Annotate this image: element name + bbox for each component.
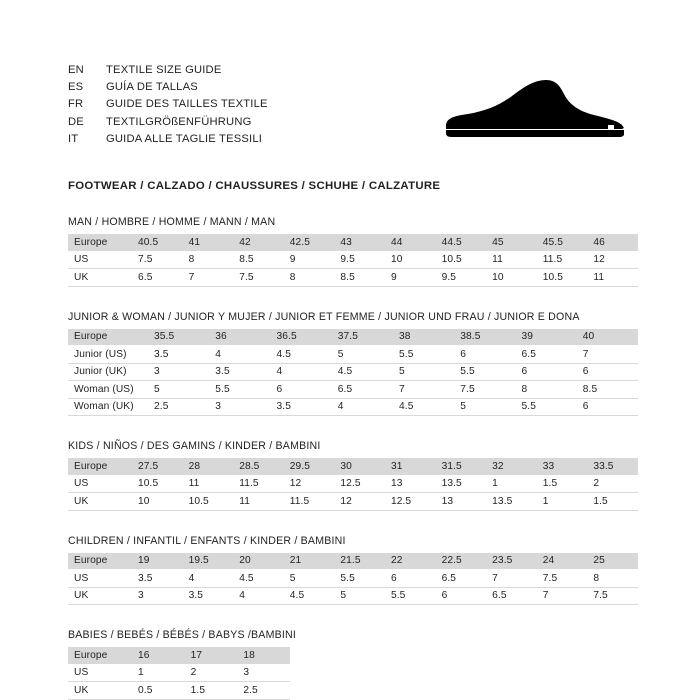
- cell: 0.5: [132, 682, 185, 700]
- column-header: 21.5: [334, 553, 385, 570]
- cell: 11: [183, 475, 234, 493]
- cell: 4.5: [284, 587, 335, 605]
- cell: 6.5: [332, 381, 393, 399]
- column-header: 16: [132, 647, 185, 664]
- column-header: 32: [486, 458, 537, 475]
- cell: 3: [148, 363, 209, 381]
- cell: 6: [577, 363, 638, 381]
- size-table-babies: [68, 629, 638, 700]
- cell: 5.5: [209, 381, 270, 399]
- cell: 1: [132, 664, 185, 682]
- column-header: 44: [385, 234, 436, 251]
- table-title: KIDS / NIÑOS / DES GAMINS / KINDER / BAMBINI: [68, 440, 321, 452]
- cell: 4.5: [271, 346, 332, 364]
- table-row: [68, 570, 638, 588]
- cell: 10.5: [436, 251, 487, 269]
- column-header: Europe: [68, 234, 132, 251]
- cell: 4.5: [233, 570, 284, 588]
- language-row: [68, 114, 438, 131]
- cell: 11.5: [284, 493, 335, 511]
- column-header: 41: [183, 234, 234, 251]
- language-code: EN: [68, 64, 84, 76]
- dress-shoe-icon: [438, 78, 628, 158]
- cell: 10.5: [183, 493, 234, 511]
- table-title: MAN / HOMBRE / HOMME / MANN / MAN: [68, 216, 276, 228]
- cell: 7.5: [587, 587, 638, 605]
- cell: 3.5: [209, 363, 270, 381]
- cell: 6: [516, 363, 577, 381]
- cell: 4: [209, 346, 270, 364]
- cell: 3.5: [132, 570, 183, 588]
- cell: 8: [183, 251, 234, 269]
- cell: 6.5: [436, 570, 487, 588]
- row-label: UK: [68, 682, 132, 700]
- cell: 7: [486, 570, 537, 588]
- table-man: [68, 234, 638, 287]
- table-row: [68, 664, 290, 682]
- cell: 8.5: [577, 381, 638, 399]
- cell: 7.5: [132, 251, 183, 269]
- cell: 4: [233, 587, 284, 605]
- size-table-man: [68, 216, 638, 287]
- language-code: ES: [68, 81, 84, 94]
- cell: 12.5: [385, 493, 436, 511]
- table-header-row: [68, 458, 638, 475]
- cell: 2.5: [148, 398, 209, 416]
- column-header: 19: [132, 553, 183, 570]
- row-label: UK: [68, 269, 132, 287]
- cell: 2: [587, 475, 638, 493]
- cell: 5: [454, 398, 515, 416]
- cell: 3: [209, 398, 270, 416]
- table-row: [68, 475, 638, 493]
- cell: 7: [577, 346, 638, 364]
- cell: 10: [385, 251, 436, 269]
- language-row: [68, 79, 438, 96]
- cell: 6.5: [516, 346, 577, 364]
- column-header: 46: [587, 234, 638, 251]
- table-children: [68, 553, 638, 606]
- cell: 11.5: [233, 475, 284, 493]
- column-header: 39: [516, 329, 577, 346]
- table-header-row: [68, 647, 290, 664]
- column-header: 36: [209, 329, 270, 346]
- column-header: 37.5: [332, 329, 393, 346]
- cell: 11: [486, 251, 537, 269]
- row-label: Woman (UK): [68, 398, 148, 416]
- column-header: 31.5: [436, 458, 487, 475]
- table-kids: [68, 458, 638, 511]
- cell: 2.5: [237, 682, 290, 700]
- row-label: UK: [68, 493, 132, 511]
- cell: 12.5: [334, 475, 385, 493]
- column-header: 38.5: [454, 329, 515, 346]
- cell: 8.5: [334, 269, 385, 287]
- cell: 3: [132, 587, 183, 605]
- cell: 4.5: [393, 398, 454, 416]
- cell: 8: [516, 381, 577, 399]
- cell: 7: [537, 587, 588, 605]
- cell: 13.5: [486, 493, 537, 511]
- cell: 5.5: [334, 570, 385, 588]
- cell: 8: [587, 570, 638, 588]
- column-header: 33.5: [587, 458, 638, 475]
- table-header-row: [68, 329, 638, 346]
- column-header: Europe: [68, 647, 132, 664]
- table-header-row: [68, 553, 638, 570]
- cell: 5.5: [385, 587, 436, 605]
- column-header: 31: [385, 458, 436, 475]
- column-header: 22: [385, 553, 436, 570]
- table-row: [68, 682, 290, 700]
- language-title: TEXTILGRÖßENFÜHRUNG: [106, 115, 252, 128]
- size-table-junior-woman: [68, 311, 638, 417]
- table-row: [68, 251, 638, 269]
- cell: 7: [183, 269, 234, 287]
- cell: 13: [436, 493, 487, 511]
- cell: 12: [284, 475, 335, 493]
- language-row: [68, 131, 438, 148]
- table-row: [68, 269, 638, 287]
- cell: 5: [332, 346, 393, 364]
- row-label: Woman (US): [68, 381, 148, 399]
- size-table-children: [68, 535, 638, 606]
- cell: 7.5: [537, 570, 588, 588]
- language-code: IT: [68, 132, 79, 145]
- cell: 12: [334, 493, 385, 511]
- cell: 9: [385, 269, 436, 287]
- cell: 7: [393, 381, 454, 399]
- column-header: 19.5: [183, 553, 234, 570]
- column-header: 40.5: [132, 234, 183, 251]
- cell: 13.5: [436, 475, 487, 493]
- table-row: [68, 381, 638, 399]
- column-header: 23.5: [486, 553, 537, 570]
- table-row: [68, 346, 638, 364]
- column-header: 42: [233, 234, 284, 251]
- column-header: 28.5: [233, 458, 284, 475]
- table-babies: [68, 647, 290, 700]
- cell: 3.5: [271, 398, 332, 416]
- column-header: 38: [393, 329, 454, 346]
- row-label: Junior (UK): [68, 363, 148, 381]
- cell: 6: [385, 570, 436, 588]
- cell: 4.5: [332, 363, 393, 381]
- cell: 6: [436, 587, 487, 605]
- cell: 3.5: [183, 587, 234, 605]
- column-header: Europe: [68, 329, 148, 346]
- language-row: [68, 96, 438, 113]
- column-header: 45.5: [537, 234, 588, 251]
- cell: 9.5: [334, 251, 385, 269]
- table-row: [68, 363, 638, 381]
- table-row: [68, 398, 638, 416]
- column-header: 36.5: [271, 329, 332, 346]
- cell: 6.5: [132, 269, 183, 287]
- column-header: Europe: [68, 553, 132, 570]
- cell: 12: [587, 251, 638, 269]
- language-title: GUIDE DES TAILLES TEXTILE: [106, 98, 268, 111]
- language-title-list: [68, 62, 438, 148]
- column-header: 24: [537, 553, 588, 570]
- cell: 3.5: [148, 346, 209, 364]
- column-header: 40: [577, 329, 638, 346]
- column-header: 25: [587, 553, 638, 570]
- column-header: 20: [233, 553, 284, 570]
- cell: 1.5: [537, 475, 588, 493]
- cell: 13: [385, 475, 436, 493]
- cell: 1.5: [185, 682, 238, 700]
- cell: 2: [185, 664, 238, 682]
- cell: 10.5: [132, 475, 183, 493]
- row-label: Junior (US): [68, 346, 148, 364]
- row-label: US: [68, 475, 132, 493]
- cell: 5: [148, 381, 209, 399]
- cell: 11: [587, 269, 638, 287]
- cell: 5: [334, 587, 385, 605]
- column-header: 30: [334, 458, 385, 475]
- document-header: [68, 62, 638, 158]
- cell: 4: [271, 363, 332, 381]
- language-code: FR: [68, 98, 84, 111]
- column-header: 21: [284, 553, 335, 570]
- row-label: US: [68, 570, 132, 588]
- table-junior-woman: [68, 329, 638, 417]
- column-header: 29.5: [284, 458, 335, 475]
- cell: 1: [486, 475, 537, 493]
- cell: 5: [284, 570, 335, 588]
- cell: 3: [237, 664, 290, 682]
- cell: 10.5: [537, 269, 588, 287]
- cell: 6.5: [486, 587, 537, 605]
- cell: 10: [486, 269, 537, 287]
- cell: 4: [183, 570, 234, 588]
- cell: 4: [332, 398, 393, 416]
- table-title: BABIES / BEBÉS / BÉBÉS / BABYS /BAMBINI: [68, 629, 296, 641]
- row-label: US: [68, 664, 132, 682]
- language-title: GUÍA DE TALLAS: [106, 81, 198, 94]
- cell: 9.5: [436, 269, 487, 287]
- cell: 6: [454, 346, 515, 364]
- table-title: JUNIOR & WOMAN / JUNIOR Y MUJER / JUNIOR ET FEMME / JUNIOR UND FRAU / JUNIOR E DONA: [68, 310, 580, 323]
- cell: 11.5: [537, 251, 588, 269]
- column-header: 33: [537, 458, 588, 475]
- cell: 5: [393, 363, 454, 381]
- column-header: 45: [486, 234, 537, 251]
- cell: 5.5: [393, 346, 454, 364]
- column-header: 17: [185, 647, 238, 664]
- table-header-row: [68, 234, 638, 251]
- column-header: 44.5: [436, 234, 487, 251]
- row-label: US: [68, 251, 132, 269]
- cell: 7.5: [454, 381, 515, 399]
- language-row: [68, 62, 438, 79]
- column-header: 43: [334, 234, 385, 251]
- column-header: Europe: [68, 458, 132, 475]
- language-code: DE: [68, 115, 84, 128]
- column-header: 28: [183, 458, 234, 475]
- cell: 5.5: [516, 398, 577, 416]
- cell: 9: [284, 251, 335, 269]
- table-row: [68, 493, 638, 511]
- cell: 1: [537, 493, 588, 511]
- footwear-section-heading: FOOTWEAR / CALZADO / CHAUSSURES / SCHUHE / CALZATURE: [68, 180, 441, 192]
- cell: 8: [284, 269, 335, 287]
- cell: 11: [233, 493, 284, 511]
- cell: 1.5: [587, 493, 638, 511]
- column-header: 27.5: [132, 458, 183, 475]
- column-header: 35.5: [148, 329, 209, 346]
- cell: 7.5: [233, 269, 284, 287]
- cell: 5.5: [454, 363, 515, 381]
- language-title: TEXTILE SIZE GUIDE: [106, 64, 222, 76]
- language-title: GUIDA ALLE TAGLIE TESSILI: [106, 132, 263, 145]
- cell: 6: [271, 381, 332, 399]
- size-table-kids: [68, 440, 638, 511]
- column-header: 22.5: [436, 553, 487, 570]
- column-header: 42.5: [284, 234, 335, 251]
- cell: 8.5: [233, 251, 284, 269]
- column-header: 18: [237, 647, 290, 664]
- row-label: UK: [68, 587, 132, 605]
- table-title: CHILDREN / INFANTIL / ENFANTS / KINDER / BAMBINI: [68, 534, 346, 547]
- cell: 6: [577, 398, 638, 416]
- cell: 10: [132, 493, 183, 511]
- table-row: [68, 587, 638, 605]
